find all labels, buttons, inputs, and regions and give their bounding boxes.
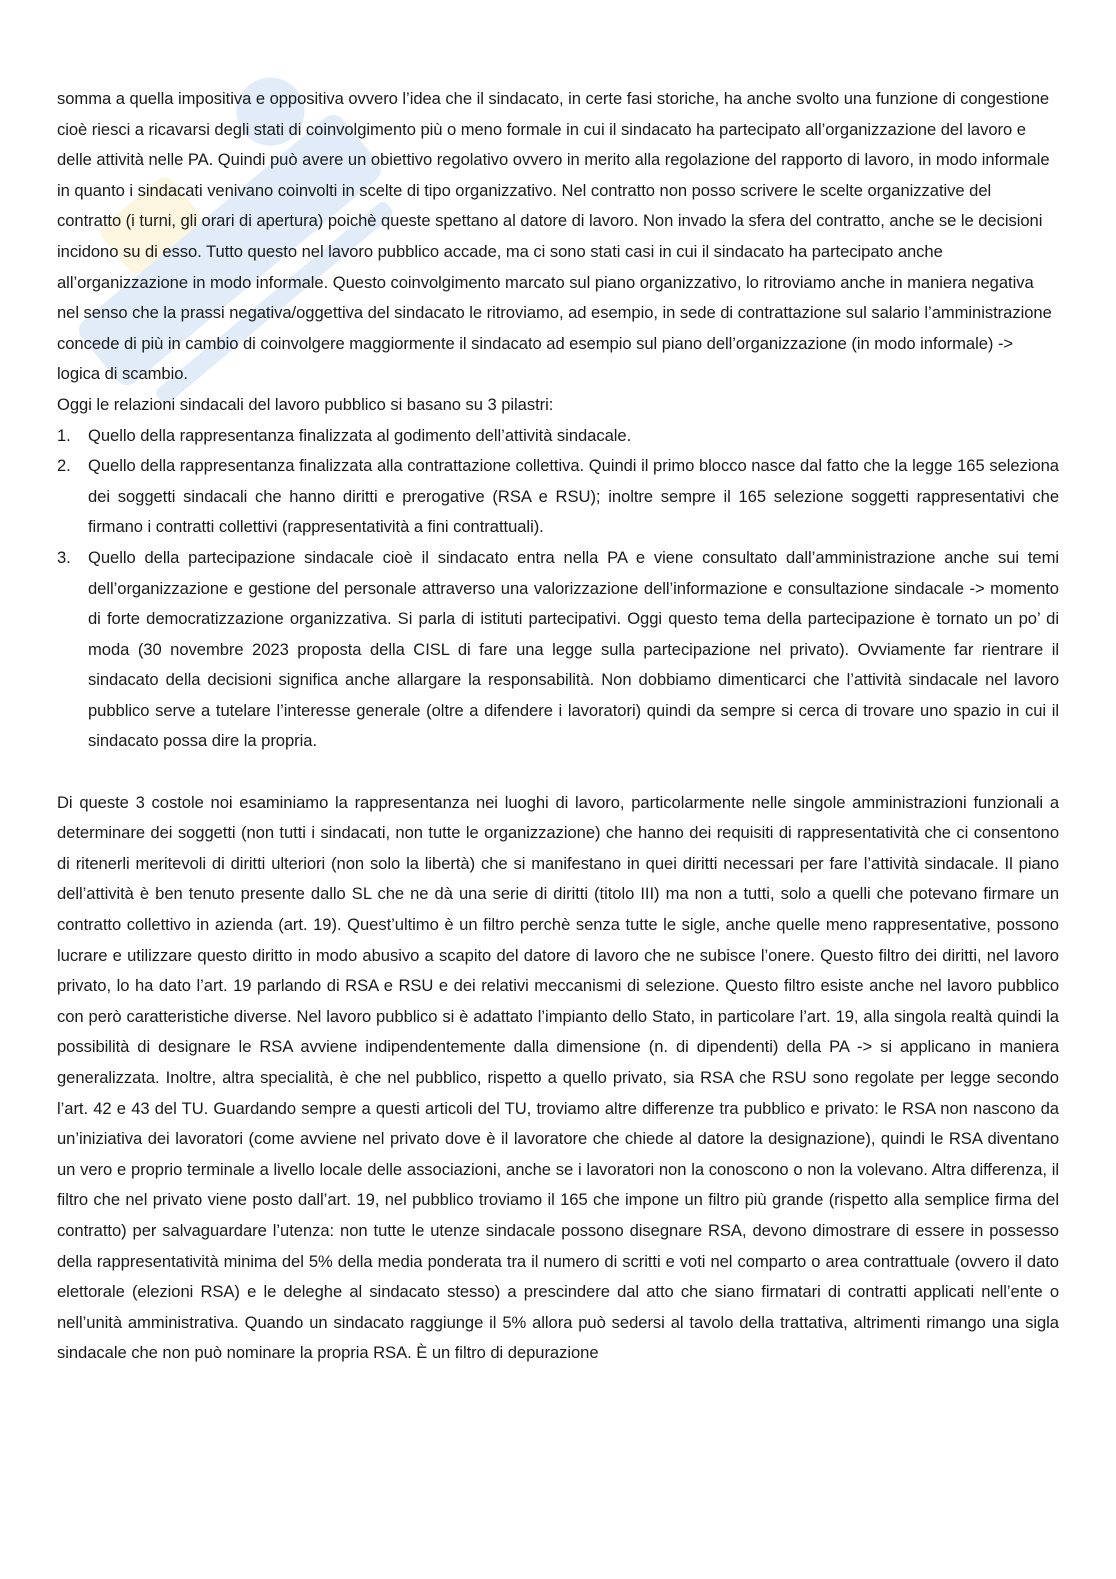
paragraph-exchange-logic: somma a quella impositiva e oppositiva ovvero l’idea che il sindacato, in certe fasi storiche, ha anche svolto una funzione di congestione cioè riesci a ricavarsi degli stati di coinvolgimento più o meno formale in cui il sindacato ha partecipato all’organizzazione del lavoro e delle attività nelle PA. Quindi può avere un obiettivo regolativo ovvero in merito alla regolazione del rapporto di lavoro, in modo informale in quanto i sindacati venivano coinvolti in scelte di tipo organizzativo. Nel contratto non posso scrivere le scelte organizzative del contratto (i turni, gli orari di apertura) poichè queste spettano al datore di lavoro. Non invado la sfera del contratto, anche se le decisioni incidono su di esso. Tutto questo nel lavoro pubblico accade, ma ci sono stati casi in cui il sindacato ha partecipato anche all’organizzazione in modo informale. Questo coinvolgimento marcato sul piano organizzativo, lo ritroviamo anche in maniera negativa nel senso che la prassi negativa/oggettiva del sindacato le ritroviamo, ad esempio, in sede di contrattazione sul salario l’amministrazione concede di più in cambio di coinvolgere maggiormente il sindacato ad esempio sul piano dell’organizzazione (in modo informale) -> logica di scambio. bbox=[57, 89, 1052, 384]
paragraph-representation: Di queste 3 costole noi esaminiamo la rappresentanza nei luoghi di lavoro, particolarmente nelle singole amministrazioni funzionali a determinare dei soggetti (non tutti i sindacati, non tutte le organizzazione) che hanno dei requisiti di rappresentatività che ci consentono di ritenerli meritevoli di diritti ulteriori (non solo la libertà) che si manifestano in quei diritti necessari per fare l’attività sindacale. Il piano dell’attività è ben tenuto presente dallo SL che ne dà una serie di diritti (titolo III) ma non a tutti, solo a quelli che potevano firmare un contratto collettivo in azienda (art. 19). Quest’ultimo è un filtro perchè senza tutte le sigle, anche quelle meno rappresentative, possono lucrare e utilizzare questo diritto in modo abusivo a scapito del datore di lavoro che ne subisce l’onere. Questo filtro dei diritti, nel lavoro privato, lo ha dato l’art. 19 parlando di RSA e RSU e dei relativi meccanismi di selezione. Questo filtro esiste anche nel lavoro pubblico con però caratteristiche diverse. Nel lavoro pubblico si è adattato l’impianto dello Stato, in particolare l’art. 19, alla singola realtà quindi la possibilità di designare le RSA avviene indipendentemente dalla dimensione (n. di dipendenti) della PA -> si applicano in maniera generalizzata. Inoltre, altra specialità, è che nel pubblico, rispetto a quello privato, sia RSA che RSU sono regolate per legge secondo l’art. 42 e 43 del TU. Guardando sempre a questi articoli del TU, troviamo altre differenze tra pubblico e privato: le RSA non nascono da un’iniziativa dei lavoratori (come avviene nel privato dove è il lavoratore che chiede al datore la designazione), quindi le RSA diventano un vero e proprio terminale a livello locale delle associazioni, anche se i lavoratori non la conoscono o non la volevano. Altra differenza, il filtro che nel privato viene posto dall’art. 19, nel pubblico troviamo il 165 che impone un filtro più grande (rispetto alla semplice firma del contratto) per salvaguardare l’utenza: non tutte le utenze sindacale possono disegnare RSA, devono dimostrare di essere in possesso della rappresentatività minima del 5% della media ponderata tra il numero di scritti e voti nel comparto o area contrattuale (ovvero il dato elettorale (elezioni RSA) e le deleghe al sindacato stesso) a prescindere dal atto che siano firmatari di contratti applicati nell’ente o nell’unità amministrativa. Quando un sindacato raggiunge il 5% allora può sedersi al tavolo della trattativa, altrimenti rimango una sigla sindacale che non può nominare la propria RSA. È un filtro di depurazione bbox=[57, 792, 1059, 1363]
list-item-text: Quello della partecipazione sindacale cioè il sindacato entra nella PA e viene consultato dall’amministrazione anche sui temi dell’organizzazione e gestione del personale attraverso una valorizzazione dell’informazione e consultazione sindacale -> momento di forte democratizzazione organizzativa. Si parla di istituti partecipativi. Oggi questo tema della partecipazione è tornato un po’ di moda (30 novembre 2023 proposta della CISL di fare una legge sulla partecipazione nel privato). Ovviamente far rientrare il sindacato della decisioni significa anche allargare la responsabilità. Non dobbiamo dimenticarci che l’attività sindacale nel lavoro pubblico serve a tutelare l’interesse generale (oltre a difendere i lavoratori) quindi da sempre si cerca di trovare uno spazio in cui il sindacato possa dire la propria. bbox=[88, 547, 1059, 751]
list-item-text: Quello della rappresentanza finalizzata alla contrattazione collettiva. Quindi il primo blocco nasce dal fatto che la legge 165 seleziona dei soggetti sindacali che hanno diritti e prerogative (RSA e RSU); inoltre sempre il 165 selezione soggetti rappresentativi che firmano i contratti collettivi (rappresentatività a fini contrattuali). bbox=[88, 456, 1059, 537]
paragraph-spacer bbox=[57, 757, 1059, 788]
pillars-intro: Oggi le relazioni sindacali del lavoro pubblico si basano su 3 pilastri: bbox=[57, 394, 554, 414]
list-item bbox=[57, 543, 1059, 757]
document-body bbox=[57, 84, 1059, 1369]
list-item-number: 2. bbox=[57, 456, 71, 476]
list-item-number: 1. bbox=[57, 425, 71, 445]
list-item-number: 3. bbox=[57, 547, 71, 567]
list-item bbox=[57, 451, 1059, 543]
pillars-list bbox=[57, 421, 1059, 758]
list-item bbox=[57, 421, 1059, 452]
list-item-text: Quello della rappresentanza finalizzata al godimento dell’attività sindacale. bbox=[88, 425, 632, 445]
